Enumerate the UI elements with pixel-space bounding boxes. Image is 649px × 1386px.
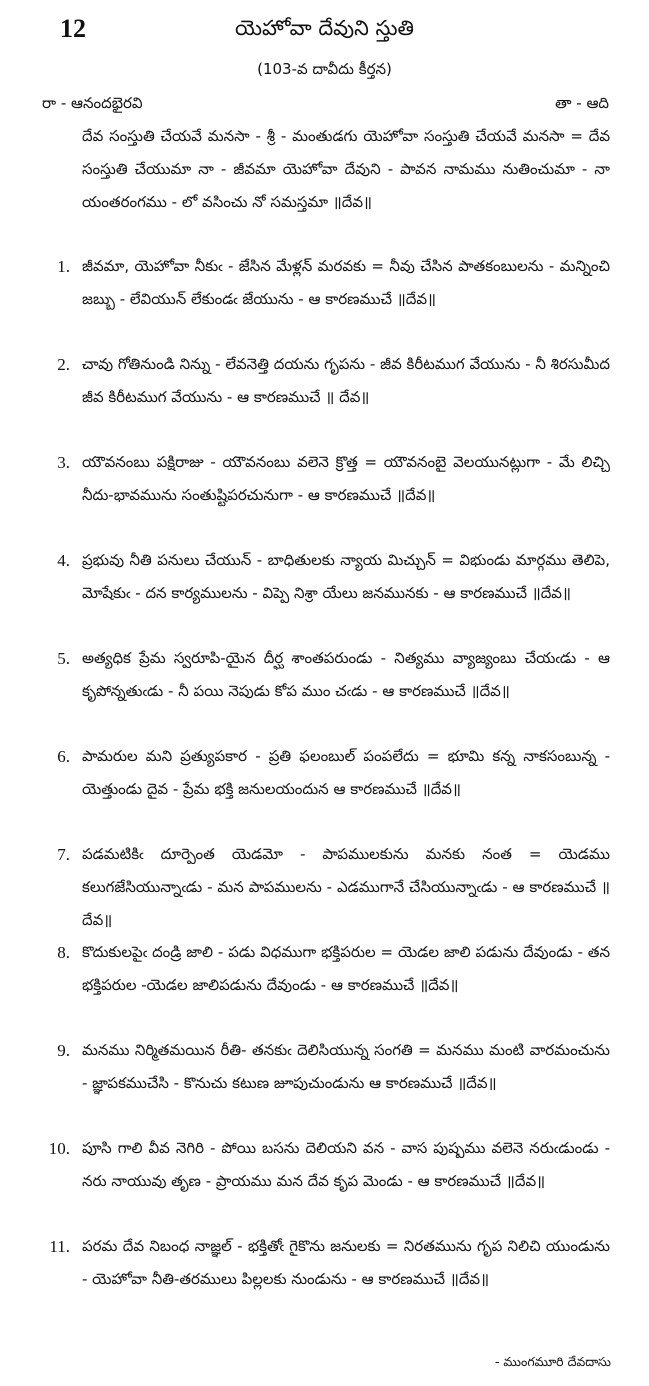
verse-number: 2.	[57, 355, 70, 374]
verse-text: పడమటికిఁ దూర్పెంత యెడమో - పాపములకును మనకు నంత = యెడము కలుగజేసియున్నాఁడు - మన పాపములను - ఎడముగానే చేసియున్నాఁడు - ఆ కారణముచే ॥దేవ॥	[82, 845, 610, 929]
verse-number: 5.	[57, 649, 70, 668]
verse-number: 11.	[49, 1237, 70, 1256]
verse-number: 9.	[57, 1041, 70, 1060]
verse-text: అత్యధిక ప్రేమ స్వరూపి-యైన దీర్ఘ శాంతపరుండు - నిత్యము వ్యాజ్యంబు చేయఁడు - ఆ కృపోన్నతుఁడు - నీ పయి నెపుడు కోప ముం చఁడు - ఆ కారణముచే ॥దేవ॥	[82, 649, 610, 700]
song-title: యెహోవా దేవుని స్తుతి	[235, 16, 414, 40]
verse-text: పరమ దేవ నిబంధ నాజ్ఞల్ - భక్తితోఁ గైకొను జనులకు = నిరతమును గృప నిలిచి యుండును - యెహోవా నీతి-తరములు పిల్లలకు నుండును - ఆ కారణముచే ॥దేవ॥	[82, 1237, 610, 1288]
verse-number: 10.	[48, 1139, 70, 1158]
verse-list	[0, 250, 649, 1328]
verse-text: ప్రభువు నీతి పనులు చేయున్ - బాధితులకు న్యాయ మిచ్చున్ = విభుండు మార్గము తెలిపె, మోషేకుఁ - దన కార్యములను - విప్పె నిశ్రా యేలు జనమునకు - ఆ కారణముచే ॥దేవ॥	[82, 551, 610, 602]
verse-item	[0, 740, 649, 838]
verse-text: మనము నిర్మితమయిన రీతి- తనకుఁ దెలిసియున్న సంగతి = మనము మంటి వారమంచును - జ్ఞాపకముచేసి - కొనుచు కటుణ జూపుచుండును ఆ కారణముచే ॥దేవ॥	[82, 1041, 610, 1092]
verse-number: 4.	[57, 551, 70, 570]
song-subtitle: (103-వ దావీదు కీర్తన)	[257, 60, 392, 78]
verse-item	[0, 250, 649, 348]
verse-number: 8.	[57, 943, 70, 962]
verse-item	[0, 544, 649, 642]
verse-number: 3.	[57, 453, 70, 472]
verse-item	[0, 1230, 649, 1328]
verse-item	[0, 936, 649, 1034]
verse-text: జీవమా, యెహోవా నీకుఁ - జేసిన మేళ్లన్ మరవకు = నీవు చేసిన పాతకంబులను - మన్నించి జబ్బు - లేవియున్ లేకుండఁ జేయును - ఆ కారణముచే ॥దేవ॥	[82, 257, 610, 308]
pallavi-text: దేవ సంస్తుతి చేయవే మనసా - శ్రీ - మంతుడగు యెహోవా సంస్తుతి చేయవే మనసా = దేవ సంస్తుతి చేయుమా నా - జీవమా యెహోవా దేవుని - పావన నామము నుతించుమా - నా యంతరంగము - లో వసించు నో సమస్తమా ॥దేవ॥	[82, 127, 610, 211]
verse-text: పామరుల మని ప్రత్యుపకార - ప్రతి ఫలంబుల్ పంపలేదు = భూమి కన్న నాకసంబున్న - యెత్తుండు దైవ - ప్రేమ భక్తి జనులయందున ఆ కారణముచే ॥దేవ॥	[82, 747, 610, 798]
verse-item	[0, 446, 649, 544]
verse-number: 7.	[57, 845, 70, 864]
verse-item	[0, 838, 649, 936]
verse-item	[0, 1132, 649, 1230]
tala-label: తా - ఆది	[555, 94, 609, 112]
verse-text: చావు గోతినుండి నిన్ను - లేవనెత్తి దయను గృపను - జీవ కిరీటముగ వేయును - నీ శిరసుమీద జీవ కిరీటముగ వేయును - ఆ కారణముచే ॥ దేవ॥	[82, 355, 610, 406]
verse-number: 6.	[57, 747, 70, 766]
page-number: 12	[60, 14, 86, 43]
author-credit: - ముంగమూరి దేవదాసు	[494, 1354, 611, 1369]
verse-item	[0, 642, 649, 740]
verse-text: పూసి గాలి వీవ నెగిరి - పోయి బసను దెలియని వన - వాస పుష్పము వలెనె నరుఁడుండు - నరు నాయువు తృణ - ప్రాయము మన దేవ కృప మెండు - ఆ కారణముచే ॥దేవ॥	[82, 1139, 610, 1190]
verse-item	[0, 1034, 649, 1132]
verse-number: 1.	[57, 257, 70, 276]
verse-text: కొదుకులపైఁ దండ్రి జాలి - పడు విధముగా భక్తిపరుల = యెడల జాలి పడును దేవుండు - తన భక్తిపరుల -యెడల జాలిపడును దేవుండు - ఆ కారణముచే ॥దేవ॥	[82, 943, 610, 994]
verse-text: యౌవనంబు పక్షిరాజు - యౌవనంబు వలెనె క్రొత్త = యౌవనంబై వెలయునట్లుగా - మే లిచ్చి నీదు-భావమును సంతుష్టిపరచునుగా - ఆ కారణముచే ॥దేవ॥	[82, 453, 610, 504]
raga-label: రా - ఆనందభైరవి	[42, 94, 143, 112]
verse-item	[0, 348, 649, 446]
